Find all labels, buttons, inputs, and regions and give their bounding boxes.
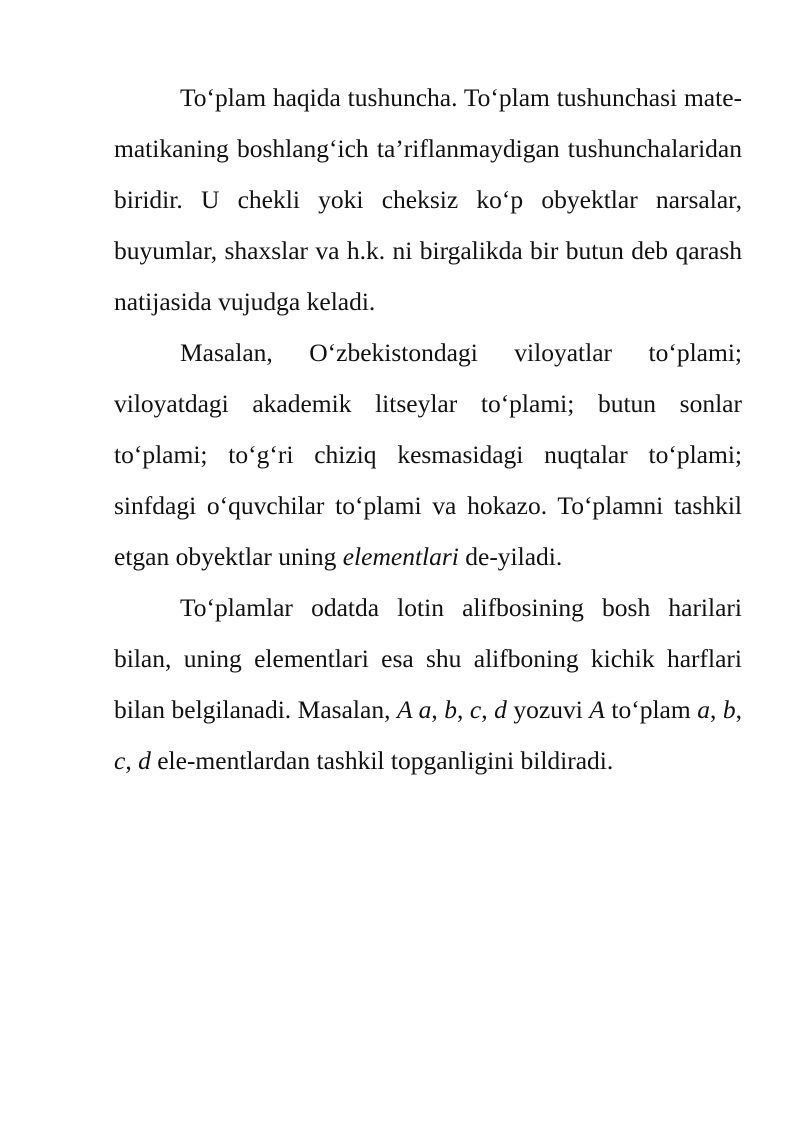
- italic-term-elementlari: elementlari: [342, 542, 459, 571]
- paragraph-set-examples: [114, 327, 742, 582]
- paragraph-text: Masalan, O‘zbekistondagi viloyatlar to‘plami; viloyatdagi akademik litseylar to‘plami; butun sonlar to‘plami; to‘g‘ri chiziq kesmasidagi nuqtalar to‘plami; sinfdagi o‘quvchilar to‘plami va hokazo. To‘plamni tashkil etgan obyektlar uning: [114, 338, 742, 571]
- math-symbol: d: [494, 695, 507, 724]
- math-symbol: a: [697, 695, 710, 724]
- paragraph-text: To‘plamlar odatda lotin alifbosining bosh harilari bilan, uning elementlari esa shu alifboning kichik harflari bilan belgilanadi. Masalan,: [114, 593, 742, 724]
- paragraph-text: To‘plam haqida tushuncha. To‘plam tushunchasi mate-matikaning boshlang‘ich ta’riflanmaydigan tushunchalaridan biridir. U chekli yoki cheksiz ko‘p obyektlar narsalar, buyumlar, shaxslar va h.k. ni birgalikda bir butun deb qarash natijasida vujudga keladi.: [114, 83, 742, 316]
- math-symbol: b: [722, 695, 736, 724]
- paragraph-set-notation: [114, 582, 742, 786]
- math-symbol: d: [138, 746, 151, 775]
- punctuation: ,: [709, 695, 723, 724]
- paragraph-text: yozuvi: [506, 695, 590, 724]
- punctuation: ,: [457, 695, 470, 724]
- math-symbol: c: [469, 695, 482, 724]
- math-symbol: A: [589, 695, 605, 724]
- paragraph-text: ele-mentlardan tashkil topganligini bildiradi.: [150, 746, 614, 775]
- math-symbol: A a: [396, 695, 432, 724]
- paragraph-set-concept: [114, 72, 742, 327]
- punctuation: ,: [431, 695, 445, 724]
- math-symbol: b: [444, 695, 457, 724]
- punctuation: ,: [481, 695, 495, 724]
- paragraph-text: de-yiladi.: [458, 542, 563, 571]
- document-page: [114, 72, 742, 786]
- punctuation: ,: [125, 746, 139, 775]
- math-symbol: c: [114, 746, 126, 775]
- paragraph-text: to‘plam: [604, 695, 698, 724]
- punctuation: ,: [735, 695, 742, 724]
